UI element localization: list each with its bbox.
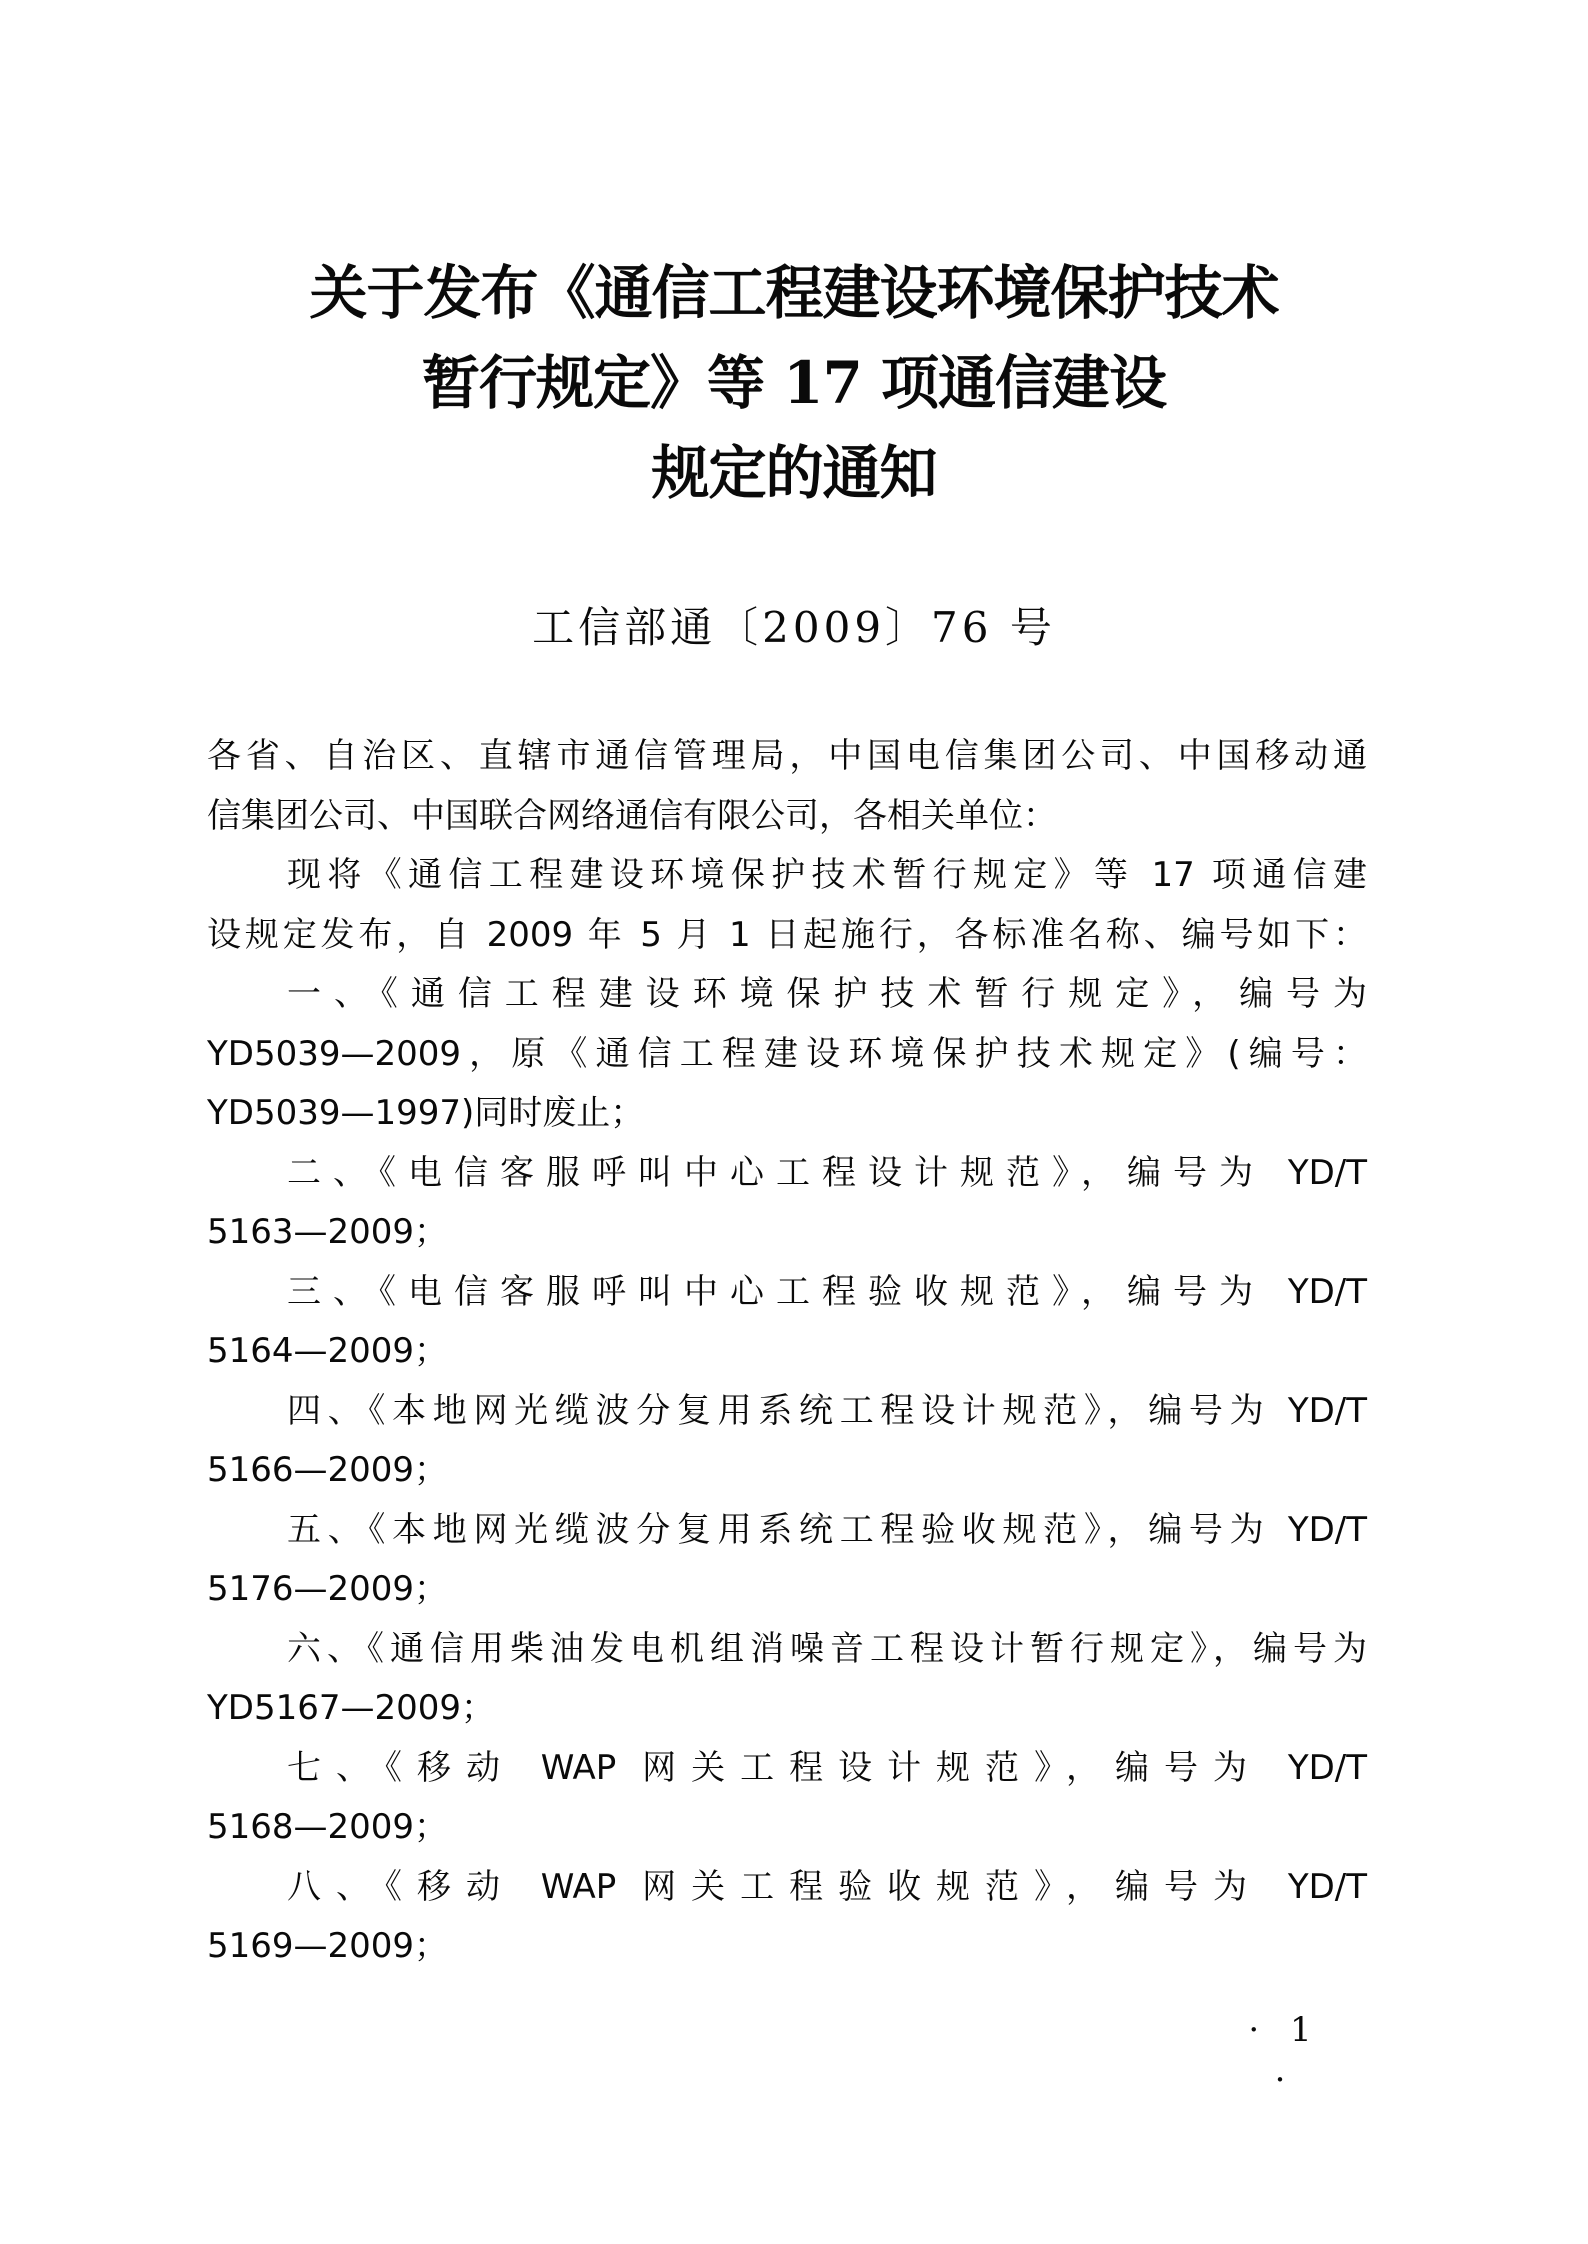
- list-item: [207, 1144, 1367, 1263]
- text-line: 八、《移动 WAP 网关工程验收规范》，编号为 YD/T: [287, 1866, 1367, 1907]
- text-line: 信集团公司、中国联合网络通信有限公司，各相关单位：: [207, 795, 1057, 836]
- text-line: 二、《电信客服呼叫中心工程设计规范》，编号为 YD/T: [287, 1152, 1367, 1193]
- list-item: [207, 1858, 1367, 1977]
- text-line: 5169—2009；: [207, 1926, 449, 1966]
- text-line: 5163—2009；: [207, 1212, 449, 1252]
- list-item: [207, 1739, 1367, 1858]
- text-line: YD5039—1997)同时废止；: [207, 1093, 645, 1133]
- page-number: · 1 ·: [1248, 2010, 1322, 2100]
- text-line: 设规定发布，自 2009 年 5 月 1 日起施行，各标准名称、编号如下：: [207, 914, 1367, 955]
- text-line: YD5039—2009，原《通信工程建设环境保护技术规定》(编号：: [207, 1033, 1367, 1074]
- text-line: 三、《电信客服呼叫中心工程验收规范》，编号为 YD/T: [287, 1271, 1367, 1312]
- intro-paragraph: [207, 846, 1367, 965]
- text-line: 六、《通信用柴油发电机组消噪音工程设计暂行规定》，编号为: [287, 1628, 1367, 1669]
- text-line: 5168—2009；: [207, 1807, 449, 1847]
- text-line: 七、《移动 WAP 网关工程设计规范》，编号为 YD/T: [287, 1747, 1367, 1788]
- list-item: [207, 1620, 1367, 1739]
- text-line: YD5167—2009；: [207, 1688, 496, 1728]
- document-number: 工信部通〔2009〕76 号: [532, 603, 1056, 652]
- title-line: 关于发布《通信工程建设环境保护技术: [309, 259, 1279, 327]
- text-line: 现将《通信工程建设环境保护技术暂行规定》等 17 项通信建: [287, 855, 1367, 895]
- text-line: 五、《本地网光缆波分复用系统工程验收规范》，编号为 YD/T: [287, 1509, 1367, 1550]
- document-title: [0, 248, 1588, 518]
- text-line: 5176—2009；: [207, 1569, 449, 1609]
- list-item: [207, 965, 1367, 1144]
- text-line: 各省、自治区、直辖市通信管理局，中国电信集团公司、中国移动通: [207, 736, 1367, 776]
- list-item: [207, 1382, 1367, 1501]
- text-line: 四、《本地网光缆波分复用系统工程设计规范》，编号为 YD/T: [287, 1390, 1367, 1431]
- salutation-paragraph: [207, 727, 1367, 846]
- title-line: 暂行规定》等 17 项通信建设: [421, 349, 1167, 417]
- text-line: 5164—2009；: [207, 1331, 449, 1371]
- text-line: 一、《通信工程建设环境保护技术暂行规定》，编号为: [287, 974, 1367, 1014]
- title-line: 规定的通知: [651, 439, 937, 507]
- list-item: [207, 1263, 1367, 1382]
- document-body: [207, 727, 1367, 1977]
- text-line: 5166—2009；: [207, 1450, 449, 1490]
- list-item: [207, 1501, 1367, 1620]
